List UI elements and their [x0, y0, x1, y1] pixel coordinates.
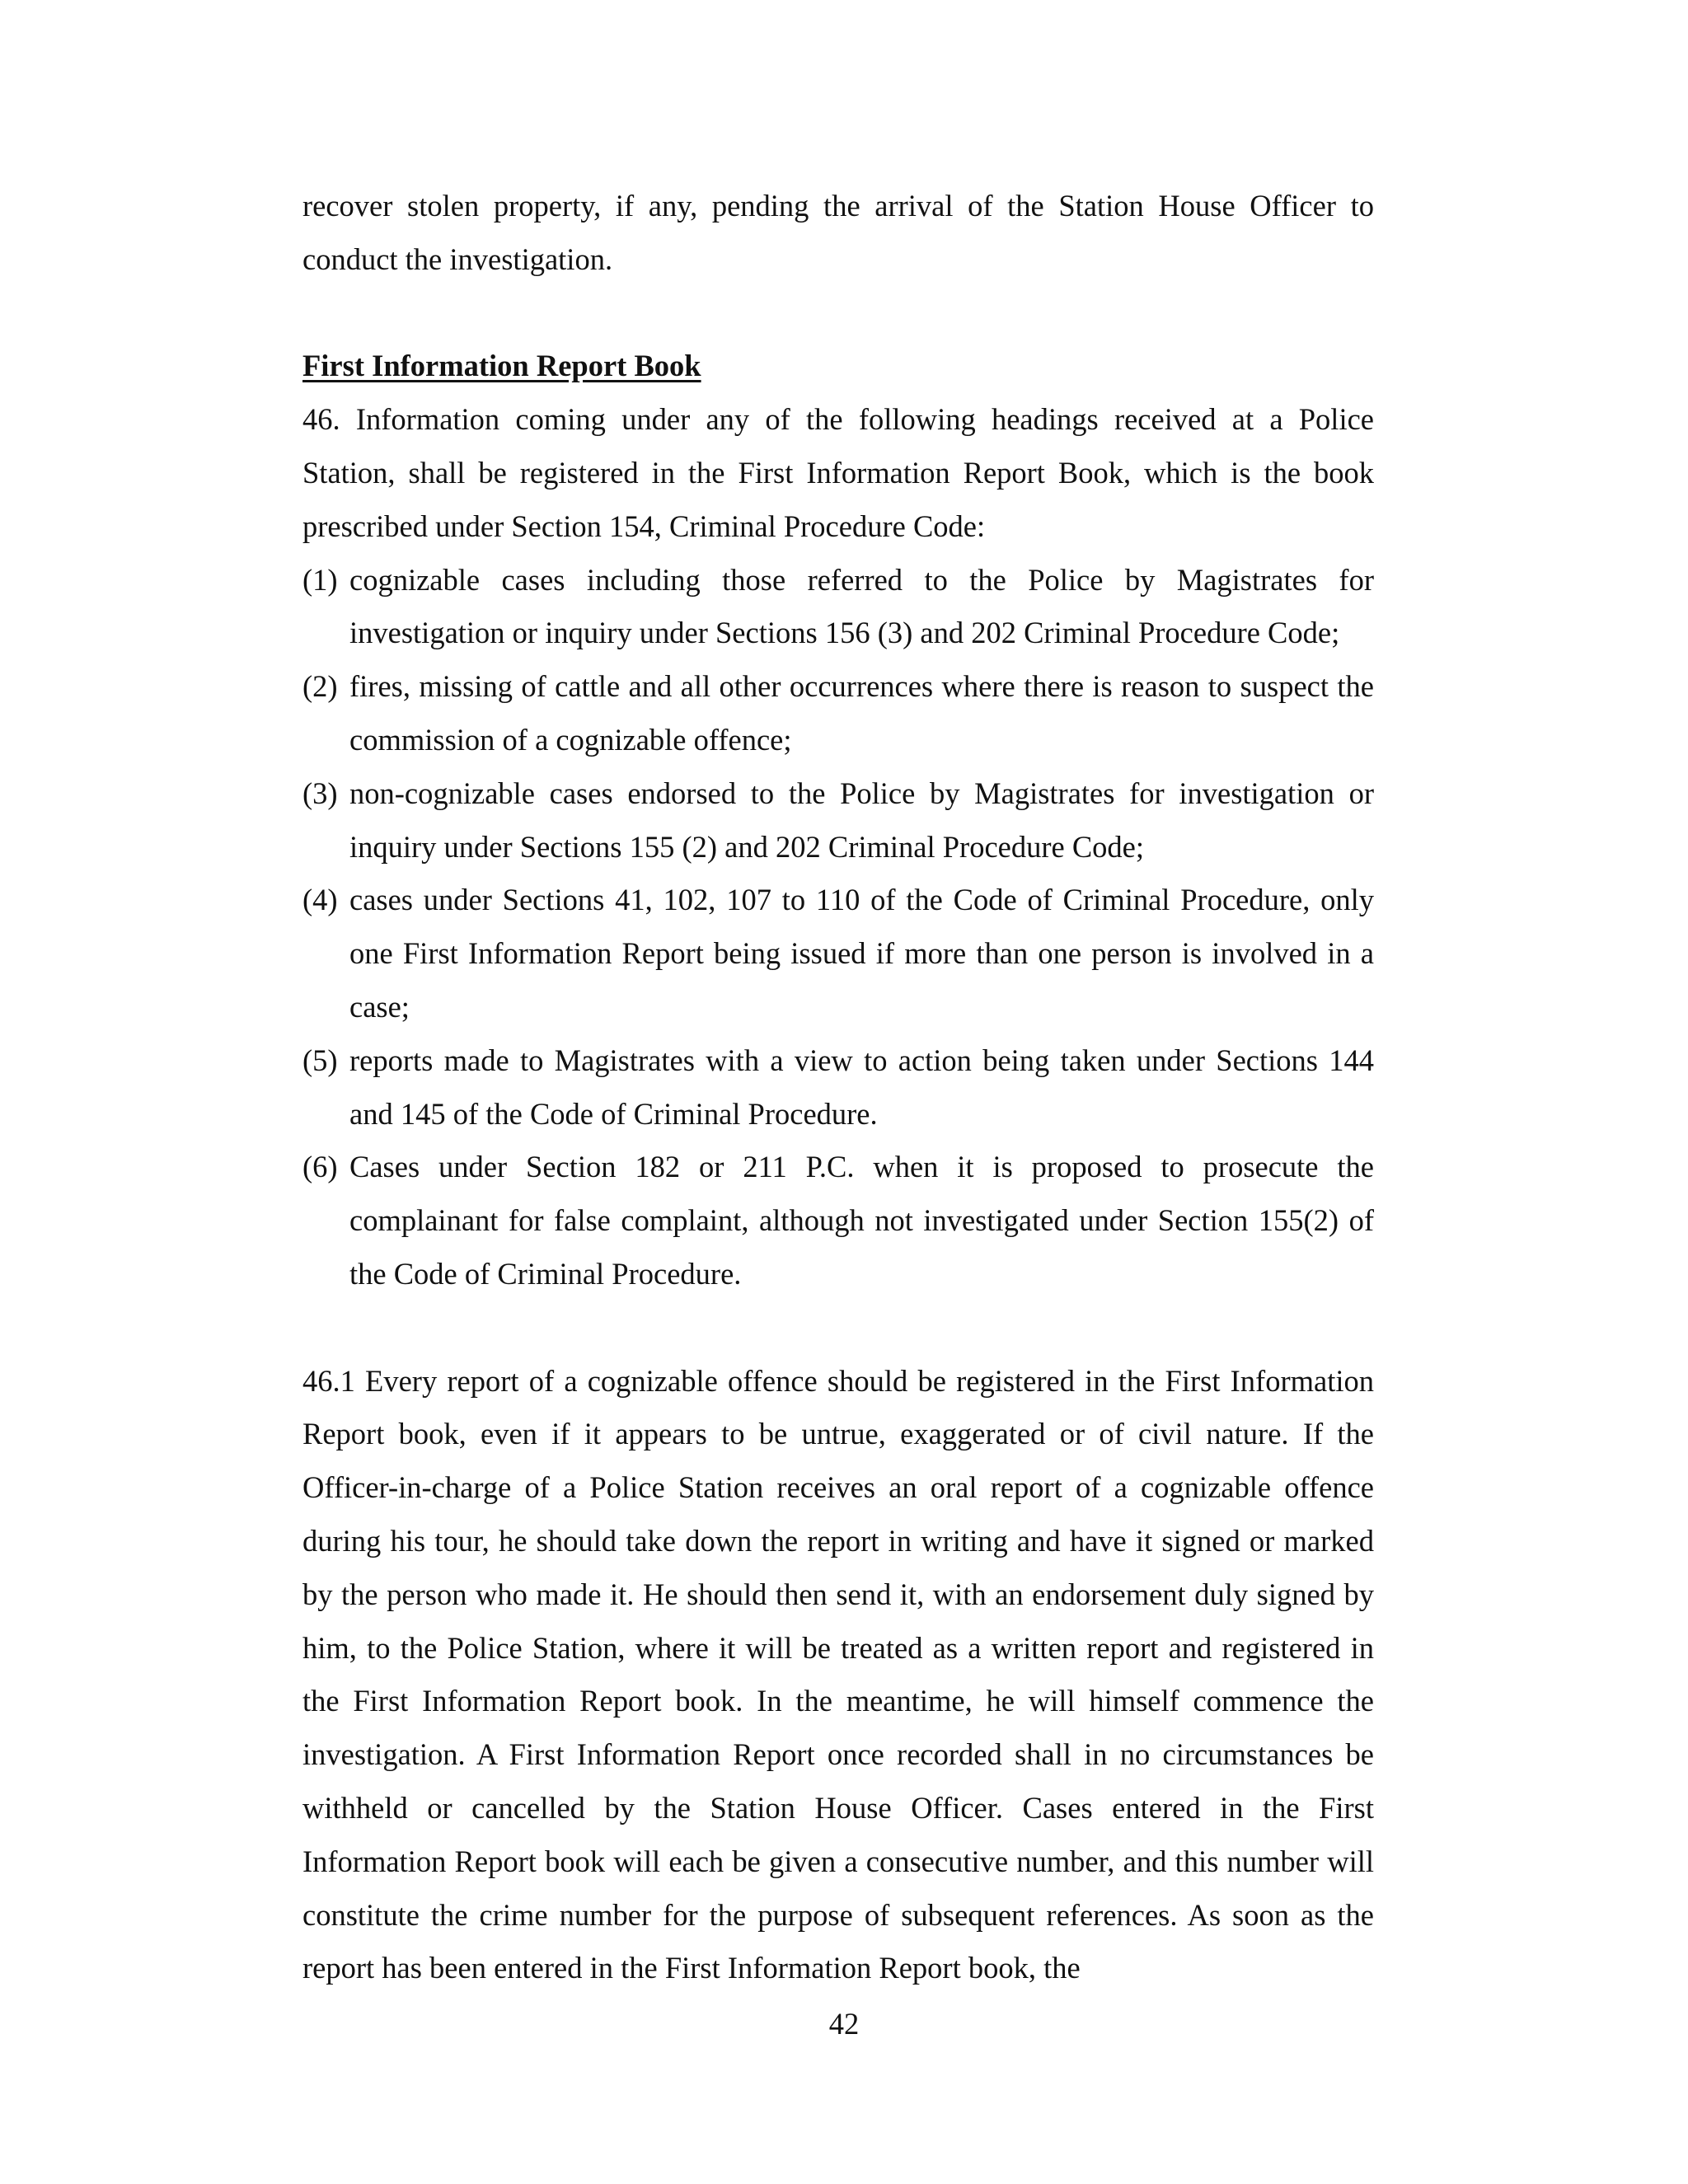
list-item-number: (6) — [302, 1150, 338, 1184]
list-item — [302, 660, 1374, 767]
list-item-text: cognizable cases including those referred to the Police by Magistrates for investigation or inquiry under Sections 156 (3) and 202 Criminal Procedure Code; — [349, 562, 1374, 650]
document-page — [302, 180, 1374, 1995]
list-item-number: (5) — [302, 1043, 338, 1077]
list-item-text: cases under Sections 41, 102, 107 to 110 of the Code of Criminal Procedure, only one First Information Report being issued if more than one person is involved in a case; — [349, 883, 1374, 1024]
list-item-number: (3) — [302, 776, 338, 810]
list-item — [302, 1141, 1374, 1301]
headings-list — [302, 554, 1374, 1301]
list-item — [302, 874, 1374, 1033]
spacer — [302, 287, 1374, 340]
page-number: 42 — [828, 2007, 860, 2041]
list-item — [302, 554, 1374, 661]
top-paragraph: recover stolen property, if any, pending the arrival of the Station House Officer to conduct the investigation. — [302, 189, 1374, 276]
paragraph-46: 46. Information coming under any of the following headings received at a Police Station, shall be registered in the First Information Report Book, which is the book prescribed under Section 154, Criminal Procedure Code: — [302, 402, 1374, 543]
list-item-text: non-cognizable cases endorsed to the Police by Magistrates for investigation or inquiry under Sections 155 (2) and 202 Criminal Procedure Code; — [349, 776, 1374, 864]
list-item — [302, 767, 1374, 874]
list-item-text: Cases under Section 182 or 211 P.C. when it is proposed to prosecute the complainant for false complaint, although not investigated under Section 155(2) of the Code of Criminal Procedure. — [349, 1150, 1374, 1291]
spacer — [302, 1301, 1374, 1355]
list-item-number: (1) — [302, 562, 338, 597]
list-item-number: (2) — [302, 669, 338, 704]
list-item-text: fires, missing of cattle and all other occurrences where there is reason to suspect the commission of a cognizable offence; — [349, 669, 1374, 757]
list-item-number: (4) — [302, 883, 338, 917]
paragraph-46-1: 46.1 Every report of a cognizable offence should be registered in the First Information Report book, even if it appears to be untrue, exaggerated or of civil nature. If the Officer-in-charge of a Police Station receives an oral report of a cognizable offence during his tour, he should take down the report in writing and have it signed or marked by the person who made it. He should then send it, with an endorsement duly signed by him, to the Police Station, where it will be treated as a written report and registered in the First Information Report book. In the meantime, he will himself commence the investigation. A First Information Report once recorded shall in no circumstances be withheld or cancelled by the Station House Officer. Cases entered in the First Information Report book will each be given a consecutive number, and this number will constitute the crime number for the purpose of subsequent references. As soon as the report has been entered in the First Information Report book, the — [302, 1363, 1374, 1985]
list-item-text: reports made to Magistrates with a view to action being taken under Sections 144 and 145 of the Code of Criminal Procedure. — [349, 1043, 1374, 1131]
section-heading: First Information Report Book — [302, 349, 701, 383]
list-item — [302, 1034, 1374, 1141]
